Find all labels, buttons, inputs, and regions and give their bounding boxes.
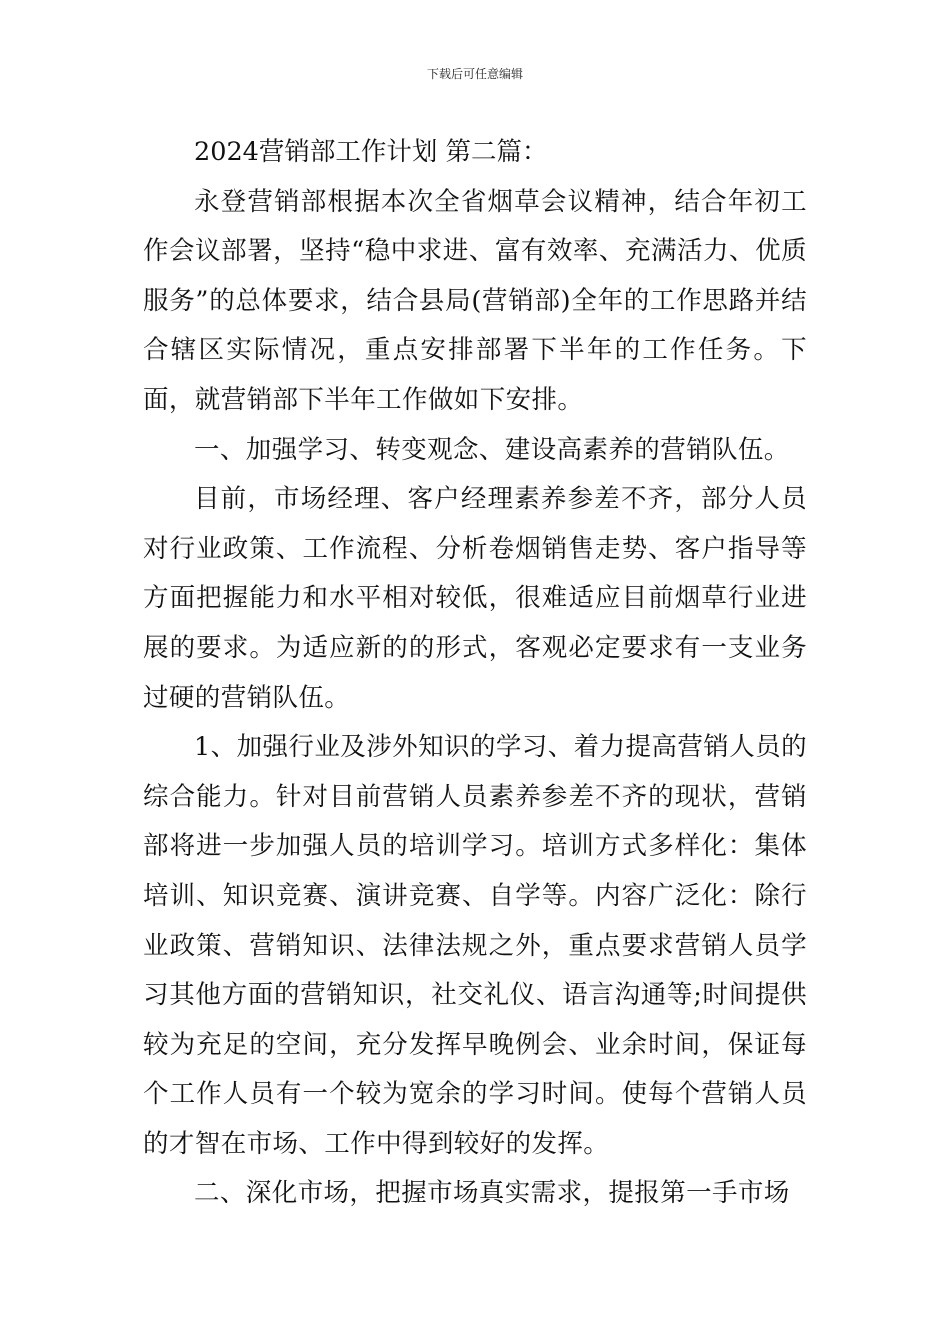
header-note: 下载后可任意编辑 xyxy=(426,67,523,81)
paragraph-intro: 永登营销部根据本次全省烟草会议精神，结合年初工作会议部署，坚持“稳中求进、富有效率、充满活力、优质服务”的总体要求，结合县局(营销部)全年的工作思路并结合辖区实际情况，重点安排部署下半年的工作任务。下面，就营销部下半年工作做如下安排。 xyxy=(143,186,807,415)
section-heading-2: 二、深化市场，把握市场真实需求，提报第一手市场 xyxy=(194,1178,790,1209)
document-body xyxy=(143,128,807,1219)
document-title: 2024营销部工作计划 第二篇： xyxy=(194,137,548,167)
paragraph-current-status: 目前，市场经理、客户经理素养参差不齐，部分人员对行业政策、工作流程、分析卷烟销售走势、客户指导等方面把握能力和水平相对较低，很难适应目前烟草行业进展的要求。为适应新的的形式，客观必定要求有一支业务过硬的营销队伍。 xyxy=(143,484,807,713)
section-heading-1: 一、加强学习、转变观念、建设高素养的营销队伍。 xyxy=(194,434,790,465)
paragraph-item-1: 1、加强行业及涉外知识的学习、着力提高营销人员的综合能力。针对目前营销人员素养参差不齐的现状，营销部将进一步加强人员的培训学习。培训方式多样化：集体培训、知识竞赛、演讲竞赛、自学等。内容广泛化：除行业政策、营销知识、法律法规之外，重点要求营销人员学习其他方面的营销知识，社交礼仪、语言沟通等;时间提供较为充足的空间，充分发挥早晚例会、业余时间，保证每个工作人员有一个较为宽余的学习时间。使每个营销人员的才智在市场、工作中得到较好的发挥。 xyxy=(143,732,807,1159)
